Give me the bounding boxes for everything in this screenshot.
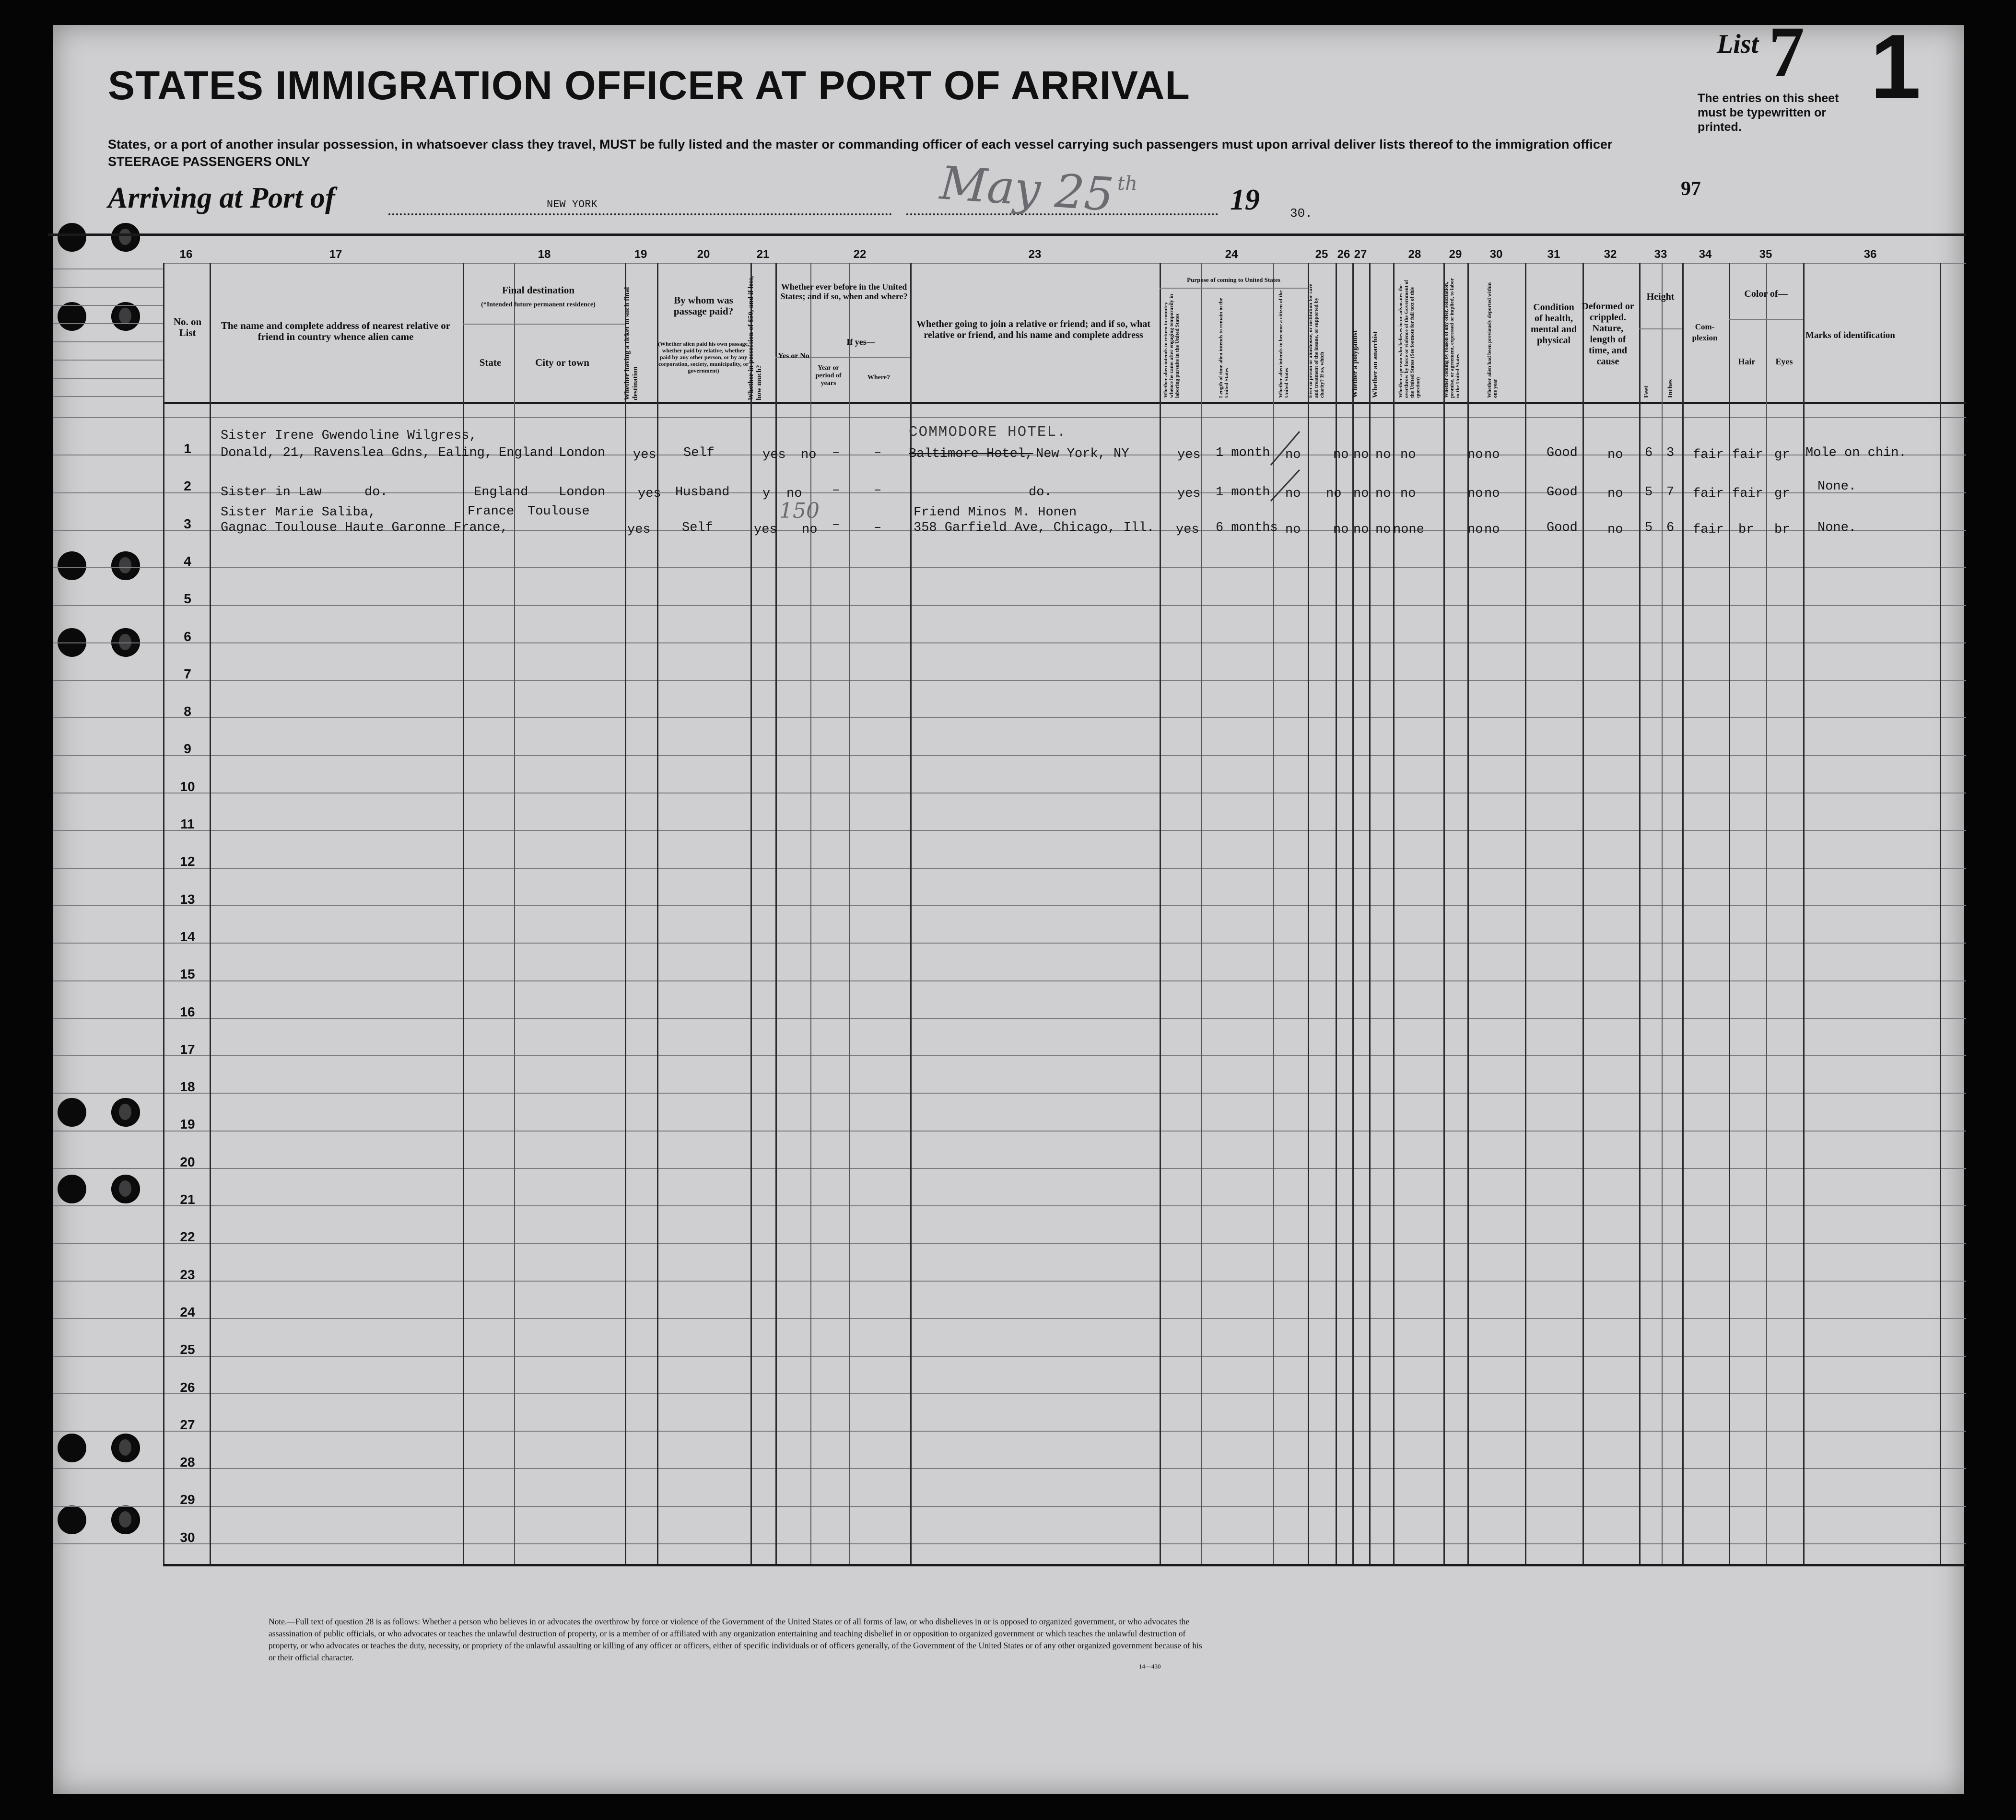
row-number-11: 11 — [180, 817, 195, 831]
row3-anarchist: no — [1375, 523, 1391, 537]
row2-q29: no — [1467, 487, 1483, 501]
row-number-16: 16 — [180, 1004, 195, 1019]
punch-hole — [58, 1505, 86, 1534]
column-number-18: 18 — [538, 248, 551, 261]
row1-health: Good — [1547, 446, 1578, 460]
row1-before-us: no — [801, 448, 817, 462]
header-ticket: Whether having a ticket to such final destination — [623, 287, 639, 400]
row2-anarchist: no — [1375, 487, 1391, 501]
row2-before-us: no — [786, 487, 802, 501]
margin-rule — [53, 305, 163, 306]
column-number-29: 29 — [1449, 248, 1462, 261]
row1-feet: 6 — [1645, 446, 1653, 460]
row3-feet: 5 — [1645, 521, 1653, 535]
row-number-7: 7 — [184, 666, 191, 681]
row1-join-address: New York, NY — [1036, 447, 1129, 461]
column-number-21: 21 — [756, 248, 770, 261]
subheader-rule — [1729, 319, 1803, 320]
port-value: NEW YORK — [547, 198, 598, 210]
column-number-16: 16 — [179, 248, 193, 261]
header-anarchist: Whether an anarchist — [1371, 331, 1379, 398]
row-number-3: 3 — [184, 516, 191, 531]
row2-health: Good — [1547, 485, 1578, 500]
list-number: 7 — [1769, 12, 1805, 92]
column-number-35: 35 — [1759, 248, 1772, 261]
header-deported: Whether alien had been previously deported within one year — [1487, 282, 1498, 398]
row1-length: 1 month — [1216, 446, 1270, 460]
row-number-4: 4 — [184, 553, 191, 569]
row3-join-line1: Friend Minos M. Honen — [914, 505, 1077, 520]
column-rule — [849, 263, 850, 1564]
column-number-23: 23 — [1028, 248, 1042, 261]
column-rule — [1443, 263, 1445, 1564]
column-number-32: 32 — [1604, 248, 1617, 261]
row-number-13: 13 — [180, 891, 195, 907]
date-handwritten: May 25 — [938, 156, 1115, 222]
header-purpose: Purpose of coming to United States — [1187, 276, 1280, 283]
row3-join-line2: 358 Garfield Ave, Chicago, Ill. — [914, 521, 1155, 535]
row-number-1: 1 — [184, 441, 191, 456]
column-number-33: 33 — [1654, 248, 1667, 261]
row-rule — [53, 605, 1966, 606]
column-rule — [1766, 263, 1767, 1564]
column-rule — [1940, 263, 1941, 1564]
row3-money-note: 150 — [779, 499, 820, 523]
arriving-label: Arriving at Port of — [108, 182, 335, 214]
margin-rule — [53, 287, 163, 288]
row1-return: yes — [1177, 448, 1201, 462]
row3-polygamist: no — [1353, 523, 1369, 537]
row3-complexion: fair — [1693, 523, 1724, 537]
header-city: City or town — [535, 357, 589, 368]
row1-relative-line2: Donald, 21, Ravenslea Gdns, Ealing, — [221, 446, 493, 460]
colnum-rule — [163, 263, 1966, 264]
header-return-intent: Whether alien intends to return to country whence he came after engaging temporarily in laboring pursuits in the United States — [1163, 294, 1180, 398]
row2-city: London — [559, 485, 606, 500]
row-rule — [53, 1093, 1966, 1094]
column-number-22: 22 — [853, 248, 867, 261]
row-rule — [53, 1243, 1966, 1244]
row3-relative-line2: Gagnac Toulouse Haute Garonne France, — [221, 521, 508, 535]
punch-hole — [58, 1434, 86, 1462]
row2-state: England — [474, 485, 528, 500]
column-rule — [1729, 263, 1730, 1564]
row2-marks: None. — [1817, 479, 1857, 494]
row-rule — [53, 830, 1966, 831]
punch-hole — [58, 1175, 86, 1203]
list-corner-number: 1 — [1870, 16, 1921, 117]
margin-rule — [53, 341, 163, 342]
column-rule — [1201, 263, 1202, 1564]
row-number-9: 9 — [184, 741, 191, 757]
header-before-in-us: Whether ever before in the United States; and if so, when and where? — [780, 282, 908, 301]
row-rule — [53, 755, 1966, 756]
row2-relative-line1: Sister in Law — [221, 485, 322, 500]
row2-join: do. — [1029, 485, 1052, 500]
header-hair: Hair — [1738, 357, 1756, 366]
page-title: STATES IMMIGRATION OFFICER AT PORT OF ARRIVAL — [108, 63, 1190, 108]
header-paid-by-note: (Whether alien paid his own passage, whether paid by relative, whether paid by any other person, or by any corporation, society, municipality, or government) — [658, 340, 749, 374]
header-q28: Whether a person who believes in or advocates the overthrow by force or violence of the Government of the United States (See footnote for full text of this question) — [1398, 280, 1421, 398]
header-join-relative: Whether going to join a relative or friend; and if so, what relative or friend, and his name and complete address — [916, 319, 1150, 340]
column-number-28: 28 — [1408, 248, 1421, 261]
punch-hole — [111, 1098, 140, 1127]
column-rule — [1369, 263, 1371, 1564]
row3-ticket: yes — [627, 523, 651, 537]
row1-complexion: fair — [1693, 448, 1724, 462]
column-number-26: 26 — [1337, 248, 1350, 261]
column-number-36: 36 — [1864, 248, 1877, 261]
row3-q29: no — [1467, 523, 1483, 537]
header-contract-labor: Whether coming by reason of any offer, solicitation, promise, or agreement, expressed or implied, to labor in the United States — [1443, 278, 1461, 398]
row-number-28: 28 — [180, 1455, 195, 1470]
margin-rule — [53, 268, 163, 269]
row-number-19: 19 — [180, 1117, 195, 1132]
row-number-30: 30 — [180, 1529, 195, 1545]
header-feet: Feet — [1643, 385, 1650, 398]
margin-rule — [53, 378, 163, 379]
row-rule — [53, 1393, 1966, 1394]
column-number-30: 30 — [1489, 248, 1503, 261]
row2-citizen: no — [1285, 487, 1301, 501]
header-nearest-relative: The name and complete address of nearest relative or friend in country whence alien came — [221, 320, 451, 342]
row-number-6: 6 — [184, 629, 191, 644]
row2-deformed: no — [1607, 487, 1623, 501]
column-number-17: 17 — [329, 248, 342, 261]
row2-ticket: yes — [638, 487, 661, 501]
row-rule — [53, 868, 1966, 869]
row-rule — [53, 417, 1966, 418]
row1-state: England — [499, 446, 553, 460]
row1-ticket: yes — [633, 448, 656, 462]
row1-eyes: gr — [1774, 448, 1790, 462]
header-color: Color of— — [1744, 289, 1788, 299]
row1-join-stamp: COMMODORE HOTEL. — [909, 424, 1067, 441]
row-number-18: 18 — [180, 1079, 195, 1095]
row1-city: London — [559, 446, 606, 460]
column-rule — [1803, 263, 1805, 1564]
row1-citizen: no — [1285, 448, 1301, 462]
row3-where: – — [874, 521, 882, 535]
punch-hole — [111, 1175, 140, 1203]
row-number-24: 24 — [180, 1304, 195, 1319]
row1-prison: no — [1333, 448, 1349, 462]
header-complexion: Com-plexion — [1692, 322, 1718, 342]
year-value: 30. — [1290, 206, 1313, 221]
punch-hole — [58, 223, 86, 252]
header-year: Year or period of years — [815, 364, 842, 387]
tick-marks — [1266, 422, 1324, 508]
row3-q28: none — [1393, 523, 1424, 537]
column-rule — [1525, 263, 1526, 1564]
row1-q29: no — [1467, 448, 1483, 462]
row-rule — [53, 567, 1966, 568]
header-bottom-rule — [163, 402, 1966, 404]
row-rule — [53, 680, 1966, 681]
row-number-12: 12 — [180, 854, 195, 869]
row-rule — [53, 1468, 1966, 1469]
header-where: Where? — [867, 374, 891, 381]
row1-relative-line1: Sister Irene Gwendoline Wilgress, — [221, 429, 477, 443]
header-polygamist: Whether a polygamist — [1351, 330, 1359, 398]
row-number-14: 14 — [180, 929, 195, 944]
row-rule — [53, 1018, 1966, 1019]
header-final-destination-note: (*Intended future permanent residence) — [481, 301, 596, 308]
punch-hole — [58, 302, 86, 331]
row3-paid-by: Self — [682, 521, 713, 535]
row2-eyes: gr — [1774, 487, 1790, 501]
column-rule — [750, 263, 752, 1564]
row1-marks: Mole on chin. — [1805, 446, 1907, 460]
row3-relative-line1: Sister Marie Saliba, — [221, 505, 376, 520]
column-number-27: 27 — [1354, 248, 1367, 261]
row1-paid-by: Self — [683, 446, 715, 460]
column-rule — [1160, 263, 1161, 1564]
table-bottom-rule — [163, 1564, 1966, 1566]
row-number-22: 22 — [180, 1229, 195, 1245]
row-rule — [53, 1205, 1966, 1206]
footnote: Note.—Full text of question 28 is as follows: Whether a person who believes in or advocates the overthrow by force or violence of the Government of the United States or of all forms of law, or who disbelieves in or is opposed to organized government, or who advocates the assassination of public officials, or who advocates or teaches the unlawful destruction of property, or is a member of or affiliated with any organization entertaining and teaching disbelief in or opposition to organized government or which teaches the unlawful destruction of property, or who advocates or teaches the duty, necessity, or propriety of the unlawful assaulting or killing of any officer or officers, either of specific individuals or of officers generally, of the Government of the United States or of any other organized government because of his or their official character. — [269, 1617, 1202, 1662]
row2-money: y — [762, 487, 771, 501]
row3-citizen: no — [1285, 523, 1301, 537]
row-number-2: 2 — [184, 478, 191, 494]
column-rule — [1662, 263, 1663, 1564]
row-rule — [53, 717, 1966, 718]
column-number-19: 19 — [634, 248, 647, 261]
header-citizen-intent: Whether alien intends to become a citizen of the United States — [1278, 290, 1289, 398]
margin-rule — [53, 396, 163, 397]
column-rule — [1582, 263, 1584, 1564]
row-number-10: 10 — [180, 779, 195, 794]
port-line — [388, 213, 892, 215]
row3-before-us: no — [802, 523, 818, 537]
row2-inches: 7 — [1666, 485, 1675, 500]
header-health: Condition of health, mental and physical — [1530, 302, 1577, 346]
column-rule — [625, 263, 626, 1564]
header-yes-no: Yes or No — [778, 352, 809, 360]
row-rule — [53, 1055, 1966, 1056]
table-top-rule — [48, 233, 1966, 236]
row-number-27: 27 — [180, 1417, 195, 1432]
row2-q28: no — [1400, 487, 1416, 501]
row1-where: – — [874, 446, 882, 460]
row-number-5: 5 — [184, 591, 191, 607]
header-paid-by: By whom was passage paid? — [673, 294, 734, 317]
form-code: 14—430 — [1139, 1663, 1161, 1670]
punch-hole — [58, 1098, 86, 1127]
row1-money: yes — [762, 448, 786, 462]
row2-return: yes — [1177, 487, 1201, 501]
header-money: Whether in possession of $50, and if less, how much? — [747, 276, 763, 400]
row3-money: yes — [754, 523, 777, 537]
header-height: Height — [1646, 292, 1675, 302]
row-number-21: 21 — [180, 1192, 195, 1207]
row1-polygamist: no — [1353, 448, 1369, 462]
row2-hair: fair — [1732, 487, 1763, 501]
row2-year: – — [832, 483, 840, 498]
header-eyes: Eyes — [1775, 357, 1793, 366]
header-length-of-stay: Length of time alien intends to remain in the United States — [1218, 298, 1230, 398]
punch-hole — [111, 302, 140, 331]
column-rule — [1393, 263, 1395, 1564]
row-rule — [53, 1168, 1966, 1169]
row3-health: Good — [1547, 521, 1578, 535]
punch-hole — [111, 1505, 140, 1534]
margin-rule — [53, 360, 163, 361]
header-if-yes: If yes— — [846, 337, 875, 347]
row-number-15: 15 — [180, 967, 195, 982]
row1-deformed: no — [1607, 448, 1623, 462]
header-no-on-list: No. on List — [173, 316, 202, 338]
row1-hair: fair — [1732, 448, 1763, 462]
row2-prison: no — [1326, 487, 1342, 501]
sheet-number: 97 — [1681, 178, 1701, 200]
punch-hole — [111, 551, 140, 580]
row-number-26: 26 — [180, 1379, 195, 1395]
header-marks: Marks of identification — [1805, 330, 1895, 340]
entries-note: The entries on this sheet must be typewritten or printed. — [1698, 92, 1839, 134]
row3-deformed: no — [1607, 523, 1623, 537]
row-rule — [53, 980, 1966, 981]
row3-city: Toulouse — [527, 504, 590, 519]
row-rule — [53, 1281, 1966, 1282]
margin-rule — [53, 323, 163, 324]
row1-q28: no — [1400, 448, 1416, 462]
column-rule — [657, 263, 658, 1564]
column-number-31: 31 — [1547, 248, 1560, 261]
row-rule — [53, 492, 1966, 493]
row-rule — [53, 1543, 1966, 1544]
row3-marks: None. — [1817, 521, 1857, 535]
subheader-rule — [463, 324, 625, 325]
punch-hole — [58, 551, 86, 580]
row-number-17: 17 — [180, 1041, 195, 1057]
row3-state: France — [468, 504, 515, 519]
header-state: State — [479, 357, 502, 368]
row3-inches: 6 — [1666, 521, 1675, 535]
date-suffix: th — [1117, 173, 1137, 195]
row2-paid-by: Husband — [675, 485, 730, 500]
list-label: List — [1717, 29, 1759, 59]
row3-hair: br — [1738, 523, 1754, 537]
row2-polygamist: no — [1353, 487, 1369, 501]
row1-deported: no — [1484, 448, 1500, 462]
header-inches: Inches — [1667, 379, 1674, 398]
row-rule — [53, 1131, 1966, 1132]
row1-join-struck: Baltimore Hotel, — [909, 447, 1033, 461]
row3-year: – — [832, 518, 840, 532]
row1-year: – — [832, 446, 840, 460]
column-number-34: 34 — [1699, 248, 1712, 261]
column-number-20: 20 — [697, 248, 710, 261]
row3-prison: no — [1333, 523, 1349, 537]
row-number-29: 29 — [180, 1492, 195, 1507]
row2-relative-do: do. — [364, 485, 388, 500]
header-deformed: Deformed or crippled. Nature, length of time, and cause — [1582, 301, 1634, 367]
row3-return: yes — [1176, 523, 1199, 537]
row-number-20: 20 — [180, 1154, 195, 1169]
row2-length: 1 month — [1216, 485, 1270, 500]
row2-deported: no — [1484, 487, 1500, 501]
punch-hole — [111, 1434, 140, 1462]
row-number-23: 23 — [180, 1267, 195, 1282]
row-rule — [53, 642, 1966, 643]
row3-length: 6 months — [1216, 521, 1278, 535]
row2-feet: 5 — [1645, 485, 1653, 500]
page-subtitle: States, or a port of another insular possession, in whatsoever class they travel, MUST be fully listed and the master or commanding officer of each vessel carrying such passengers must upon arrival deliver lists thereof to the immigration officer — [108, 137, 1613, 152]
column-number-25: 25 — [1315, 248, 1328, 261]
column-rule — [1682, 263, 1684, 1564]
row3-deported: no — [1484, 523, 1500, 537]
header-prison: Ever in prison or almshouse, or institution for care and treatment of the insane, or supported by charity? If so, which — [1308, 284, 1325, 398]
row-rule — [53, 1431, 1966, 1432]
steerage-label: STEERAGE PASSENGERS ONLY — [108, 154, 310, 169]
row-number-8: 8 — [184, 704, 191, 719]
row-rule — [53, 1318, 1966, 1319]
row-rule — [53, 943, 1966, 944]
column-rule — [163, 263, 164, 1564]
manifest-sheet — [53, 25, 1964, 1794]
subheader-rule — [1639, 328, 1682, 329]
row3-eyes: br — [1774, 523, 1790, 537]
row2-where: – — [874, 483, 882, 498]
year-prefix: 19 — [1230, 184, 1260, 216]
column-rule — [210, 263, 211, 1564]
row2-complexion: fair — [1693, 487, 1724, 501]
row1-anarchist: no — [1375, 448, 1391, 462]
row1-inches: 3 — [1666, 446, 1675, 460]
row-rule — [53, 1356, 1966, 1357]
header-final-destination: Final destination — [502, 284, 575, 296]
row-rule — [53, 905, 1966, 906]
column-rule — [1639, 263, 1641, 1564]
row-rule — [53, 1506, 1966, 1507]
column-number-24: 24 — [1225, 248, 1238, 261]
row-number-25: 25 — [180, 1342, 195, 1357]
punch-hole — [111, 223, 140, 252]
